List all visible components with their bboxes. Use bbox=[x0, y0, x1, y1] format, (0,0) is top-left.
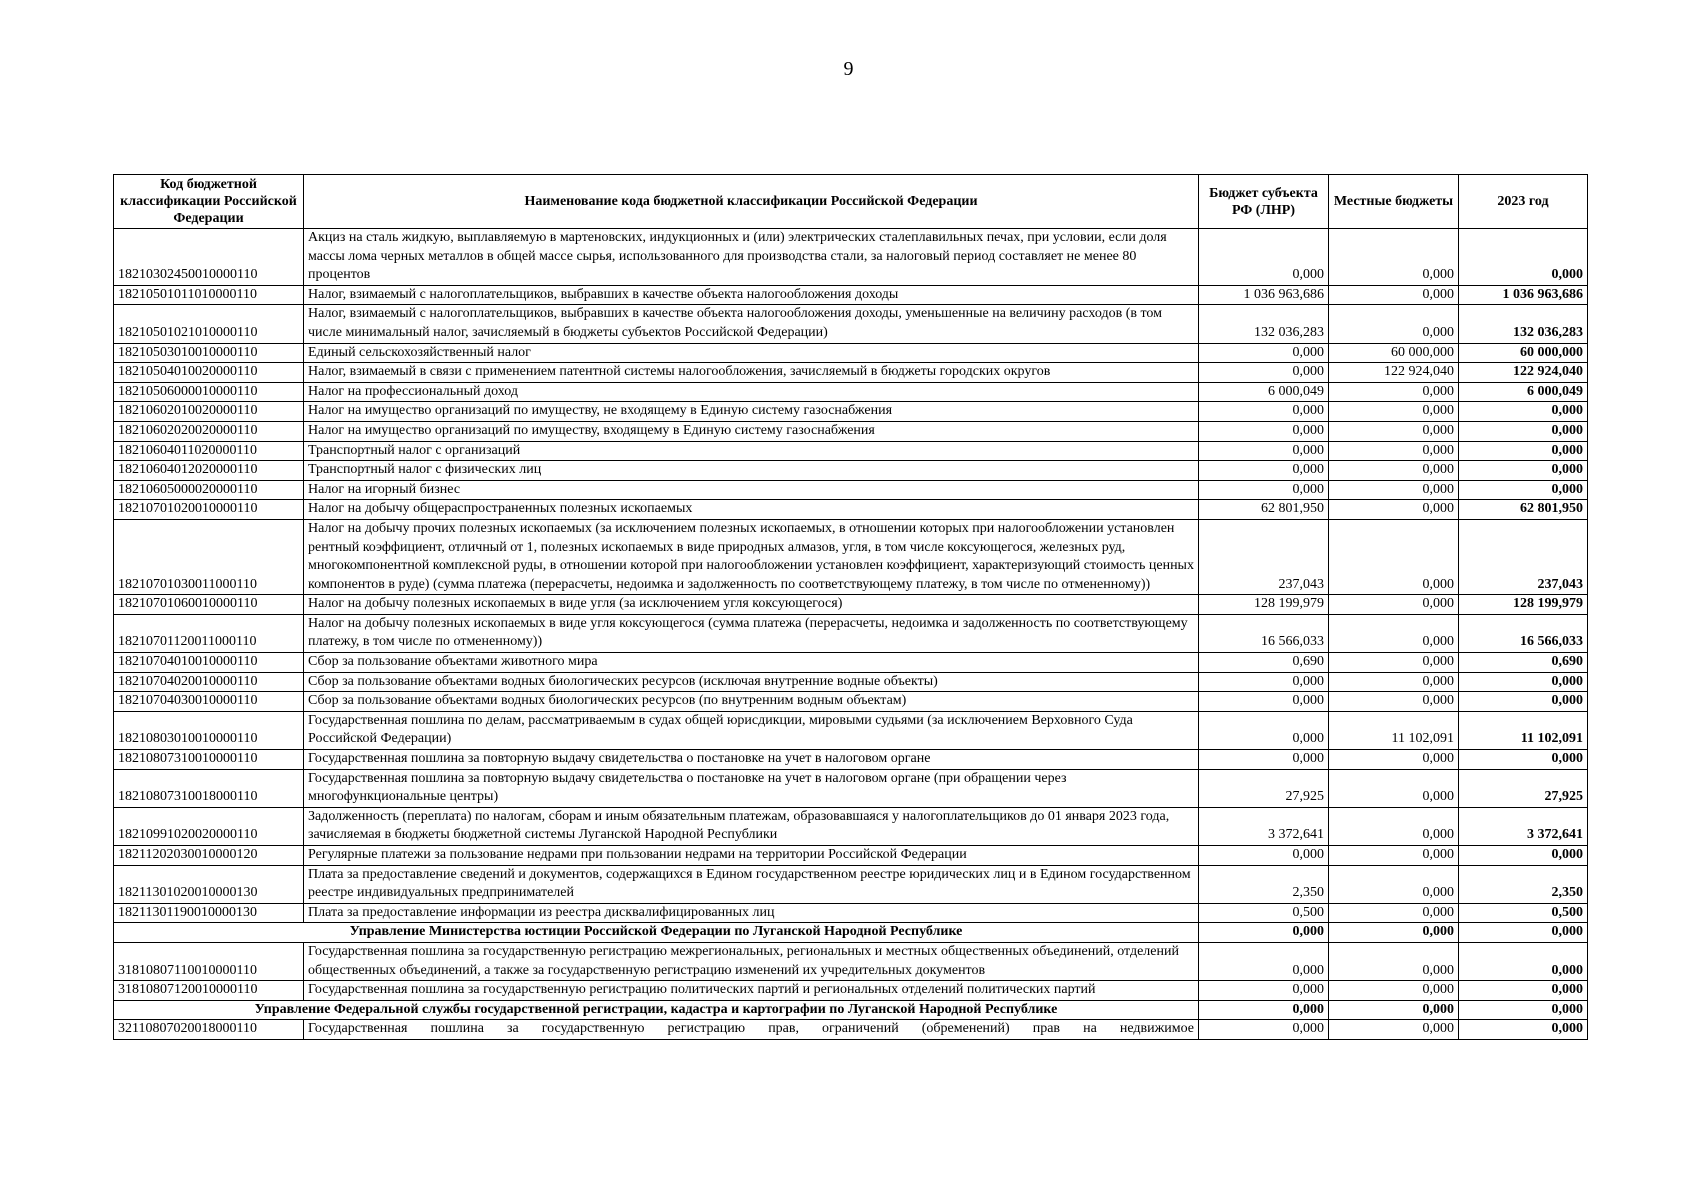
budget-code-name: Налог на профессиональный доход bbox=[304, 382, 1199, 402]
local-budgets-value: 0,000 bbox=[1329, 402, 1459, 422]
table-row bbox=[114, 480, 1588, 500]
subject-budget-value: 0,000 bbox=[1199, 461, 1329, 481]
year-total-value: 0,000 bbox=[1459, 942, 1588, 980]
table-row bbox=[114, 846, 1588, 866]
local-budgets-value: 0,000 bbox=[1329, 1000, 1459, 1020]
local-budgets-value: 0,000 bbox=[1329, 692, 1459, 712]
table-row bbox=[114, 750, 1588, 770]
table-row bbox=[114, 942, 1588, 980]
year-total-value: 6 000,049 bbox=[1459, 382, 1588, 402]
year-total-value: 0,500 bbox=[1459, 903, 1588, 923]
year-total-value: 128 199,979 bbox=[1459, 595, 1588, 615]
table-row bbox=[114, 595, 1588, 615]
local-budgets-value: 0,000 bbox=[1329, 461, 1459, 481]
budget-code-name: Налог на добычу полезных ископаемых в виде угля коксующегося (сумма платежа (перерасчеты, недоимка и задолженность по соответствующему платежу, в том числе по отмененному)) bbox=[304, 614, 1199, 652]
budget-code-name: Сбор за пользование объектами животного мира bbox=[304, 653, 1199, 673]
year-total-value: 0,000 bbox=[1459, 461, 1588, 481]
local-budgets-value: 0,000 bbox=[1329, 653, 1459, 673]
budget-code-name: Налог на игорный бизнес bbox=[304, 480, 1199, 500]
budget-code: 18210604011020000110 bbox=[114, 441, 304, 461]
budget-code: 18210807310018000110 bbox=[114, 769, 304, 807]
year-total-value: 11 102,091 bbox=[1459, 711, 1588, 749]
subject-budget-value: 128 199,979 bbox=[1199, 595, 1329, 615]
year-total-value: 0,000 bbox=[1459, 923, 1588, 943]
budget-code-name: Транспортный налог с физических лиц bbox=[304, 461, 1199, 481]
year-total-value: 237,043 bbox=[1459, 519, 1588, 594]
subject-budget-value: 0,000 bbox=[1199, 981, 1329, 1001]
budget-code: 18210701120011000110 bbox=[114, 614, 304, 652]
table-row bbox=[114, 614, 1588, 652]
budget-code-name: Налог, взимаемый с налогоплательщиков, выбравших в качестве объекта налогообложения доходы, уменьшенные на величину расходов (в том числе минимальный налог, зачисляемый в бюджеты субъектов Российской Федерации) bbox=[304, 305, 1199, 343]
budget-code-name: Государственная пошлина за государственную регистрацию прав, ограничений (обременений) прав на недвижимое bbox=[304, 1020, 1199, 1040]
subject-budget-value: 3 372,641 bbox=[1199, 807, 1329, 845]
budget-code: 18210604012020000110 bbox=[114, 461, 304, 481]
year-total-value: 0,000 bbox=[1459, 441, 1588, 461]
subject-budget-value: 0,000 bbox=[1199, 480, 1329, 500]
table-row bbox=[114, 692, 1588, 712]
year-total-value: 0,000 bbox=[1459, 692, 1588, 712]
budget-code-name: Налог, взимаемый с налогоплательщиков, выбравших в качестве объекта налогообложения доходы bbox=[304, 285, 1199, 305]
local-budgets-value: 0,000 bbox=[1329, 942, 1459, 980]
budget-code: 18210501021010000110 bbox=[114, 305, 304, 343]
budget-code: 18210704010010000110 bbox=[114, 653, 304, 673]
budget-code: 18210501011010000110 bbox=[114, 285, 304, 305]
budget-code: 31810807110010000110 bbox=[114, 942, 304, 980]
year-total-value: 3 372,641 bbox=[1459, 807, 1588, 845]
subject-budget-value: 0,000 bbox=[1199, 229, 1329, 286]
budget-code-name: Государственная пошлина за повторную выдачу свидетельства о постановке на учет в налоговом органе (при обращении через многофункциональные центры) bbox=[304, 769, 1199, 807]
year-total-value: 60 000,000 bbox=[1459, 343, 1588, 363]
local-budgets-value: 0,000 bbox=[1329, 285, 1459, 305]
subject-budget-value: 16 566,033 bbox=[1199, 614, 1329, 652]
budget-code: 18210602020020000110 bbox=[114, 421, 304, 441]
budget-code-name: Налог на добычу полезных ископаемых в виде угля (за исключением угля коксующегося) bbox=[304, 595, 1199, 615]
table-row bbox=[114, 285, 1588, 305]
budget-code-name: Налог, взимаемый в связи с применением патентной системы налогообложения, зачисляемый в бюджеты городских округов bbox=[304, 363, 1199, 383]
table-row bbox=[114, 1020, 1588, 1040]
subject-budget-value: 2,350 bbox=[1199, 865, 1329, 903]
section-row bbox=[114, 1000, 1588, 1020]
table-row bbox=[114, 421, 1588, 441]
budget-code: 18210807310010000110 bbox=[114, 750, 304, 770]
subject-budget-value: 0,690 bbox=[1199, 653, 1329, 673]
budget-code: 18210506000010000110 bbox=[114, 382, 304, 402]
table-row bbox=[114, 305, 1588, 343]
local-budgets-value: 0,000 bbox=[1329, 923, 1459, 943]
budget-code: 18210302450010000110 bbox=[114, 229, 304, 286]
budget-code: 18210701030011000110 bbox=[114, 519, 304, 594]
table-row bbox=[114, 711, 1588, 749]
local-budgets-value: 0,000 bbox=[1329, 441, 1459, 461]
subject-budget-value: 0,000 bbox=[1199, 1000, 1329, 1020]
table-row bbox=[114, 461, 1588, 481]
budget-code: 18210803010010000110 bbox=[114, 711, 304, 749]
subject-budget-value: 0,000 bbox=[1199, 942, 1329, 980]
budget-code-name: Налог на имущество организаций по имуществу, не входящему в Единую систему газоснабжения bbox=[304, 402, 1199, 422]
subject-budget-value: 0,000 bbox=[1199, 750, 1329, 770]
budget-code-name: Единый сельскохозяйственный налог bbox=[304, 343, 1199, 363]
table-row bbox=[114, 865, 1588, 903]
local-budgets-value: 0,000 bbox=[1329, 1020, 1459, 1040]
budget-code: 18210701060010000110 bbox=[114, 595, 304, 615]
subject-budget-value: 1 036 963,686 bbox=[1199, 285, 1329, 305]
subject-budget-value: 0,000 bbox=[1199, 421, 1329, 441]
header-name: Наименование кода бюджетной классификации Российской Федерации bbox=[304, 175, 1199, 229]
header-year: 2023 год bbox=[1459, 175, 1588, 229]
header-local-budgets: Местные бюджеты bbox=[1329, 175, 1459, 229]
subject-budget-value: 27,925 bbox=[1199, 769, 1329, 807]
local-budgets-value: 0,000 bbox=[1329, 865, 1459, 903]
header-subject-budget: Бюджет субъекта РФ (ЛНР) bbox=[1199, 175, 1329, 229]
year-total-value: 1 036 963,686 bbox=[1459, 285, 1588, 305]
year-total-value: 16 566,033 bbox=[1459, 614, 1588, 652]
local-budgets-value: 0,000 bbox=[1329, 229, 1459, 286]
local-budgets-value: 0,000 bbox=[1329, 807, 1459, 845]
year-total-value: 0,000 bbox=[1459, 1020, 1588, 1040]
year-total-value: 27,925 bbox=[1459, 769, 1588, 807]
table-header-row bbox=[114, 175, 1588, 229]
subject-budget-value: 0,000 bbox=[1199, 441, 1329, 461]
subject-budget-value: 237,043 bbox=[1199, 519, 1329, 594]
budget-code-name: Регулярные платежи за пользование недрами при пользовании недрами на территории Российской Федерации bbox=[304, 846, 1199, 866]
local-budgets-value: 0,000 bbox=[1329, 519, 1459, 594]
table-row bbox=[114, 981, 1588, 1001]
subject-budget-value: 0,000 bbox=[1199, 402, 1329, 422]
local-budgets-value: 122 924,040 bbox=[1329, 363, 1459, 383]
table-row bbox=[114, 653, 1588, 673]
budget-code-name: Государственная пошлина за государственную регистрацию межрегиональных, региональных и местных общественных объединений, отделений общественных объединений, а также за государственную регистрацию изменений их учредительных документов bbox=[304, 942, 1199, 980]
table-row bbox=[114, 903, 1588, 923]
local-budgets-value: 60 000,000 bbox=[1329, 343, 1459, 363]
table-row bbox=[114, 402, 1588, 422]
budget-code: 18210991020020000110 bbox=[114, 807, 304, 845]
year-total-value: 122 924,040 bbox=[1459, 363, 1588, 383]
local-budgets-value: 0,000 bbox=[1329, 480, 1459, 500]
subject-budget-value: 0,000 bbox=[1199, 363, 1329, 383]
year-total-value: 132 036,283 bbox=[1459, 305, 1588, 343]
table-row bbox=[114, 500, 1588, 520]
local-budgets-value: 11 102,091 bbox=[1329, 711, 1459, 749]
year-total-value: 0,000 bbox=[1459, 1000, 1588, 1020]
local-budgets-value: 0,000 bbox=[1329, 981, 1459, 1001]
budget-code: 18211202030010000120 bbox=[114, 846, 304, 866]
year-total-value: 0,000 bbox=[1459, 750, 1588, 770]
budget-code: 31810807120010000110 bbox=[114, 981, 304, 1001]
year-total-value: 0,690 bbox=[1459, 653, 1588, 673]
local-budgets-value: 0,000 bbox=[1329, 750, 1459, 770]
budget-code-name: Транспортный налог с организаций bbox=[304, 441, 1199, 461]
table-row bbox=[114, 363, 1588, 383]
budget-code: 32110807020018000110 bbox=[114, 1020, 304, 1040]
budget-code-name: Налог на имущество организаций по имуществу, входящему в Единую систему газоснабжения bbox=[304, 421, 1199, 441]
section-row bbox=[114, 923, 1588, 943]
budget-code: 18210503010010000110 bbox=[114, 343, 304, 363]
budget-code: 18211301020010000130 bbox=[114, 865, 304, 903]
subject-budget-value: 0,000 bbox=[1199, 672, 1329, 692]
budget-code: 18210504010020000110 bbox=[114, 363, 304, 383]
subject-budget-value: 132 036,283 bbox=[1199, 305, 1329, 343]
budget-code-name: Задолженность (переплата) по налогам, сборам и иным обязательным платежам, образовавшаяся у налогоплательщиков до 01 января 2023 года, зачисляемая в бюджеты бюджетной системы Луганской Народной Республики bbox=[304, 807, 1199, 845]
local-budgets-value: 0,000 bbox=[1329, 769, 1459, 807]
page-number: 9 bbox=[843, 58, 854, 80]
table-row bbox=[114, 382, 1588, 402]
local-budgets-value: 0,000 bbox=[1329, 305, 1459, 343]
local-budgets-value: 0,000 bbox=[1329, 672, 1459, 692]
table-row bbox=[114, 229, 1588, 286]
subject-budget-value: 0,500 bbox=[1199, 903, 1329, 923]
table-row bbox=[114, 441, 1588, 461]
section-name: Управление Федеральной службы государственной регистрации, кадастра и картографии по Луганской Народной Республике bbox=[114, 1000, 1199, 1020]
budget-code-name: Государственная пошлина за государственную регистрацию политических партий и региональных отделений политических партий bbox=[304, 981, 1199, 1001]
table-row bbox=[114, 672, 1588, 692]
local-budgets-value: 0,000 bbox=[1329, 846, 1459, 866]
budget-code-name: Плата за предоставление информации из реестра дисквалифицированных лиц bbox=[304, 903, 1199, 923]
budget-code-name: Акциз на сталь жидкую, выплавляемую в мартеновских, индукционных и (или) электрических сталеплавильных печах, при условии, если доля массы лома черных металлов в общей массе сырья, использованного для производства стали, за налоговый период составляет не менее 80 процентов bbox=[304, 229, 1199, 286]
budget-code: 18210704030010000110 bbox=[114, 692, 304, 712]
table-row bbox=[114, 343, 1588, 363]
budget-code-name: Государственная пошлина за повторную выдачу свидетельства о постановке на учет в налоговом органе bbox=[304, 750, 1199, 770]
budget-code: 18211301190010000130 bbox=[114, 903, 304, 923]
budget-code-name: Плата за предоставление сведений и документов, содержащихся в Едином государственном реестре юридических лиц и в Едином государственном реестре индивидуальных предпринимателей bbox=[304, 865, 1199, 903]
year-total-value: 0,000 bbox=[1459, 672, 1588, 692]
year-total-value: 0,000 bbox=[1459, 421, 1588, 441]
year-total-value: 62 801,950 bbox=[1459, 500, 1588, 520]
table-row bbox=[114, 769, 1588, 807]
subject-budget-value: 0,000 bbox=[1199, 711, 1329, 749]
year-total-value: 0,000 bbox=[1459, 981, 1588, 1001]
year-total-value: 0,000 bbox=[1459, 402, 1588, 422]
budget-code-name: Налог на добычу прочих полезных ископаемых (за исключением полезных ископаемых, в отношении которых при налогообложении установлен рентный коэффициент, отличный от 1, полезных ископаемых в виде природных алмазов, угля, в том числе коксующегося, железных руд, многокомпонентной комплексной руды, в отношении которой при налогообложении установлен коэффициент, характеризующий стоимость ценных компонентов в руде) (сумма платежа (перерасчеты, недоимка и задолженность по соответствующему платежу, в том числе по отмененному)) bbox=[304, 519, 1199, 594]
subject-budget-value: 0,000 bbox=[1199, 1020, 1329, 1040]
local-budgets-value: 0,000 bbox=[1329, 421, 1459, 441]
subject-budget-value: 0,000 bbox=[1199, 692, 1329, 712]
year-total-value: 0,000 bbox=[1459, 229, 1588, 286]
section-name: Управление Министерства юстиции Российской Федерации по Луганской Народной Республике bbox=[114, 923, 1199, 943]
budget-table bbox=[113, 174, 1588, 1040]
local-budgets-value: 0,000 bbox=[1329, 382, 1459, 402]
budget-code: 18210704020010000110 bbox=[114, 672, 304, 692]
subject-budget-value: 0,000 bbox=[1199, 923, 1329, 943]
budget-code-name: Налог на добычу общераспространенных полезных ископаемых bbox=[304, 500, 1199, 520]
header-code: Код бюджетной классификации Российской Федерации bbox=[114, 175, 304, 229]
local-budgets-value: 0,000 bbox=[1329, 903, 1459, 923]
year-total-value: 2,350 bbox=[1459, 865, 1588, 903]
subject-budget-value: 0,000 bbox=[1199, 846, 1329, 866]
local-budgets-value: 0,000 bbox=[1329, 595, 1459, 615]
budget-code-name: Сбор за пользование объектами водных биологических ресурсов (по внутренним водным объектам) bbox=[304, 692, 1199, 712]
budget-code: 18210605000020000110 bbox=[114, 480, 304, 500]
budget-code: 18210701020010000110 bbox=[114, 500, 304, 520]
budget-code-name: Государственная пошлина по делам, рассматриваемым в судах общей юрисдикции, мировыми судьями (за исключением Верховного Суда Российской Федерации) bbox=[304, 711, 1199, 749]
subject-budget-value: 6 000,049 bbox=[1199, 382, 1329, 402]
year-total-value: 0,000 bbox=[1459, 480, 1588, 500]
subject-budget-value: 0,000 bbox=[1199, 343, 1329, 363]
local-budgets-value: 0,000 bbox=[1329, 500, 1459, 520]
subject-budget-value: 62 801,950 bbox=[1199, 500, 1329, 520]
local-budgets-value: 0,000 bbox=[1329, 614, 1459, 652]
table-row bbox=[114, 807, 1588, 845]
budget-code: 18210602010020000110 bbox=[114, 402, 304, 422]
budget-code-name: Сбор за пользование объектами водных биологических ресурсов (исключая внутренние водные объекты) bbox=[304, 672, 1199, 692]
table-row bbox=[114, 519, 1588, 594]
year-total-value: 0,000 bbox=[1459, 846, 1588, 866]
